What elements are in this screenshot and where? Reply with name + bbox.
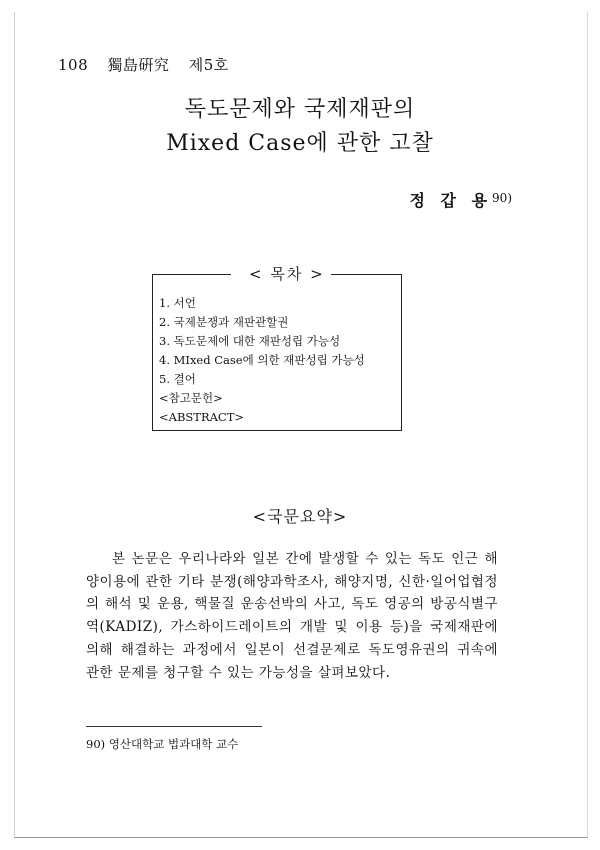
toc-item: <ABSTRACT> [159,410,245,424]
journal-name: 獨島硏究 [107,56,170,74]
author-name: 정 갑 용 [409,191,493,210]
footnote-rule [86,726,262,727]
author [410,188,512,211]
toc-list [159,294,365,427]
toc-item: <참고문헌> [159,391,223,405]
footnote: 90) 영산대학교 법과대학 교수 [86,737,239,751]
toc-item: 3. 독도문제에 대한 재판성립 가능성 [159,334,341,348]
toc-item: 1. 서언 [159,296,196,310]
toc-heading: < 목차 > [245,263,329,284]
abstract-heading: <국문요약> [252,507,348,526]
toc-top-rule-right [331,274,401,275]
page-number: 108 [58,56,89,74]
toc-item: 2. 국제분쟁과 재판관할권 [159,315,289,329]
table-of-contents [152,265,402,431]
paper-title-line-1: 독도문제와 국제재판의 [184,97,416,122]
paper-title-line-2: Mixed Case에 관한 고찰 [166,131,434,156]
author-footnote-mark: 90) [492,191,512,205]
issue-number: 제5호 [188,56,229,74]
toc-top-rule-left [153,274,231,275]
abstract-body: 본 논문은 우리나라와 일본 간에 발생할 수 있는 독도 인근 해양이용에 관한 기타 분쟁(해양과학조사, 해양지명, 신한·일어업협정의 해석 및 운용, 핵물질 운송선박의 사고, 독도 영공의 방공식별구역(KADIZ), 가스하이드레이트의 개발 및 이용 등)을 국제재판에 의해 해결하는 과정에서 일본이 선결문제로 독도영유권의 귀속에 관한 문제를 청구할 수 있는 가능성을 살펴보았다. [86,551,498,681]
toc-item: 4. MIxed Case에 의한 재판성립 가능성 [159,353,365,367]
toc-item: 5. 결어 [159,372,196,386]
running-head [58,54,229,75]
